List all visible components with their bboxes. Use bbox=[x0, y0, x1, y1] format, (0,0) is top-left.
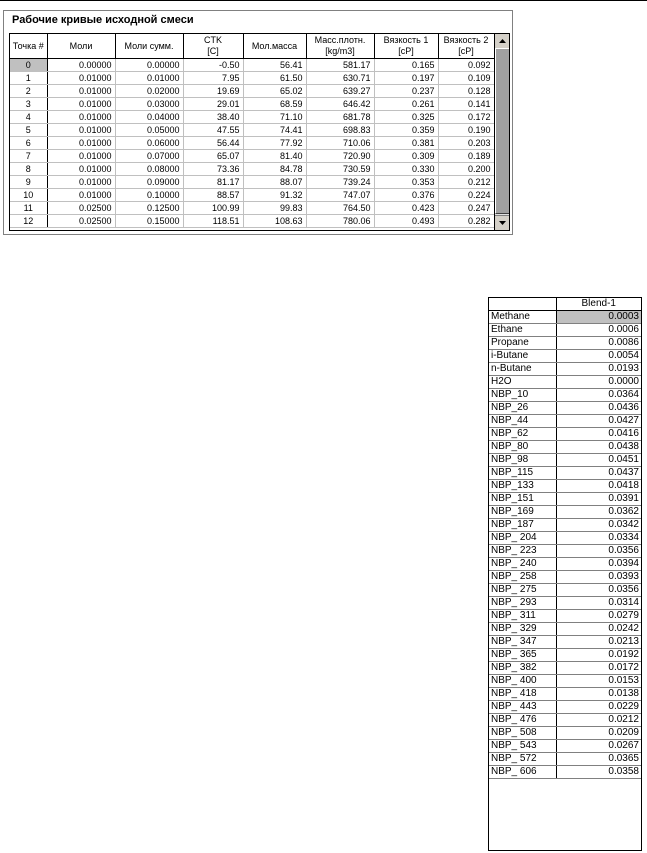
table-cell[interactable]: 646.42 bbox=[306, 98, 374, 111]
table-cell[interactable]: 0.493 bbox=[374, 215, 438, 228]
component-name: Ethane bbox=[489, 324, 556, 337]
table-cell[interactable]: 56.44 bbox=[183, 137, 243, 150]
table-cell[interactable]: 0.00000 bbox=[47, 59, 115, 72]
component-name: NBP_62 bbox=[489, 428, 556, 441]
table-cell[interactable]: 0.08000 bbox=[115, 163, 183, 176]
component-name: NBP_ 476 bbox=[489, 714, 556, 727]
table-cell[interactable]: 0.212 bbox=[438, 176, 494, 189]
component-fraction[interactable]: 0.0314 bbox=[556, 597, 641, 610]
scroll-down-arrow-icon[interactable] bbox=[495, 215, 509, 230]
table-cell[interactable]: 56.41 bbox=[243, 59, 306, 72]
list-item[interactable] bbox=[489, 610, 641, 623]
component-fraction[interactable]: 0.0364 bbox=[556, 389, 641, 402]
component-name: Propane bbox=[489, 337, 556, 350]
table-cell[interactable]: 0.203 bbox=[438, 137, 494, 150]
list-item[interactable] bbox=[489, 753, 641, 766]
column-header-label: Точка # bbox=[12, 40, 44, 51]
table-cell[interactable]: 581.17 bbox=[306, 59, 374, 72]
row-index-cell[interactable]: 10 bbox=[10, 189, 47, 202]
table-cell[interactable]: 0.05000 bbox=[115, 124, 183, 137]
list-item[interactable] bbox=[489, 454, 641, 467]
component-fraction[interactable]: 0.0418 bbox=[556, 480, 641, 493]
working-curves-table bbox=[10, 34, 495, 228]
list-item[interactable] bbox=[489, 636, 641, 649]
list-item[interactable] bbox=[489, 571, 641, 584]
table-row[interactable] bbox=[10, 215, 494, 228]
table-cell[interactable]: 47.55 bbox=[183, 124, 243, 137]
table-cell[interactable]: 0.15000 bbox=[115, 215, 183, 228]
table-row[interactable] bbox=[10, 72, 494, 85]
component-name: H2O bbox=[489, 376, 556, 389]
row-index-cell[interactable]: 3 bbox=[10, 98, 47, 111]
component-name: NBP_ 240 bbox=[489, 558, 556, 571]
column-header-unit: [cP] bbox=[398, 46, 414, 56]
column-header-label: CTK bbox=[204, 35, 222, 45]
component-fraction[interactable]: 0.0209 bbox=[556, 727, 641, 740]
table-cell[interactable]: 0.309 bbox=[374, 150, 438, 163]
component-fraction[interactable]: 0.0394 bbox=[556, 558, 641, 571]
vertical-scrollbar[interactable] bbox=[494, 34, 509, 230]
table-cell[interactable]: 0.330 bbox=[374, 163, 438, 176]
table-cell[interactable]: 0.02500 bbox=[47, 215, 115, 228]
table-row[interactable] bbox=[10, 176, 494, 189]
component-fraction[interactable]: 0.0391 bbox=[556, 493, 641, 506]
table-cell[interactable]: 0.04000 bbox=[115, 111, 183, 124]
table-cell[interactable]: 0.190 bbox=[438, 124, 494, 137]
component-fraction[interactable]: 0.0000 bbox=[556, 376, 641, 389]
scroll-up-arrow-icon[interactable] bbox=[495, 34, 509, 49]
component-fraction[interactable]: 0.0356 bbox=[556, 545, 641, 558]
component-fraction[interactable]: 0.0451 bbox=[556, 454, 641, 467]
list-item[interactable] bbox=[489, 584, 641, 597]
table-cell[interactable]: 0.06000 bbox=[115, 137, 183, 150]
component-name: NBP_ 329 bbox=[489, 623, 556, 636]
component-fraction[interactable]: 0.0172 bbox=[556, 662, 641, 675]
list-item[interactable] bbox=[489, 740, 641, 753]
component-name: NBP_133 bbox=[489, 480, 556, 493]
component-name: NBP_ 223 bbox=[489, 545, 556, 558]
component-fraction[interactable]: 0.0242 bbox=[556, 623, 641, 636]
table-cell[interactable]: 764.50 bbox=[306, 202, 374, 215]
table-cell[interactable]: 84.78 bbox=[243, 163, 306, 176]
row-index-cell[interactable]: 6 bbox=[10, 137, 47, 150]
table-cell[interactable]: 0.189 bbox=[438, 150, 494, 163]
groupbox-title: Рабочие кривые исходной смеси bbox=[12, 14, 194, 26]
table-cell[interactable]: 73.36 bbox=[183, 163, 243, 176]
list-item[interactable] bbox=[489, 649, 641, 662]
working-curves-grid[interactable] bbox=[9, 33, 510, 231]
column-header[interactable] bbox=[243, 34, 306, 59]
component-fraction[interactable]: 0.0003 bbox=[556, 311, 641, 324]
component-name: NBP_26 bbox=[489, 402, 556, 415]
component-name: NBP_ 443 bbox=[489, 701, 556, 714]
list-item[interactable] bbox=[489, 675, 641, 688]
component-name: NBP_ 382 bbox=[489, 662, 556, 675]
table-row[interactable] bbox=[10, 202, 494, 215]
component-fraction[interactable]: 0.0279 bbox=[556, 610, 641, 623]
table-cell[interactable]: 0.325 bbox=[374, 111, 438, 124]
row-index-cell[interactable]: 5 bbox=[10, 124, 47, 137]
row-index-cell[interactable]: 11 bbox=[10, 202, 47, 215]
table-cell[interactable]: 88.57 bbox=[183, 189, 243, 202]
table-cell[interactable]: 0.237 bbox=[374, 85, 438, 98]
component-name: NBP_ 204 bbox=[489, 532, 556, 545]
table-cell[interactable]: 630.71 bbox=[306, 72, 374, 85]
column-header-label: Моли сумм. bbox=[124, 40, 174, 51]
table-cell[interactable]: 0.247 bbox=[438, 202, 494, 215]
table-cell[interactable]: 747.07 bbox=[306, 189, 374, 202]
table-cell[interactable]: 0.01000 bbox=[47, 98, 115, 111]
table-cell[interactable]: 0.03000 bbox=[115, 98, 183, 111]
table-cell[interactable]: 0.01000 bbox=[47, 150, 115, 163]
component-name: NBP_ 311 bbox=[489, 610, 556, 623]
table-cell[interactable]: 0.01000 bbox=[47, 111, 115, 124]
table-cell[interactable]: 0.02500 bbox=[47, 202, 115, 215]
column-header[interactable] bbox=[374, 34, 438, 59]
list-item[interactable] bbox=[489, 480, 641, 493]
table-cell[interactable]: 0.381 bbox=[374, 137, 438, 150]
table-cell[interactable]: 0.01000 bbox=[47, 124, 115, 137]
component-name: NBP_44 bbox=[489, 415, 556, 428]
list-item[interactable] bbox=[489, 389, 641, 402]
table-row[interactable] bbox=[10, 98, 494, 111]
list-item[interactable] bbox=[489, 714, 641, 727]
table-cell[interactable]: 0.197 bbox=[374, 72, 438, 85]
table-cell[interactable]: 81.40 bbox=[243, 150, 306, 163]
column-header-label: Мол.масса bbox=[251, 40, 298, 51]
component-name: NBP_ 572 bbox=[489, 753, 556, 766]
table-row[interactable] bbox=[10, 124, 494, 137]
list-item[interactable] bbox=[489, 519, 641, 532]
table-cell[interactable]: 19.69 bbox=[183, 85, 243, 98]
table-cell[interactable]: 29.01 bbox=[183, 98, 243, 111]
component-fraction[interactable]: 0.0416 bbox=[556, 428, 641, 441]
table-cell[interactable]: 61.50 bbox=[243, 72, 306, 85]
component-fraction[interactable]: 0.0427 bbox=[556, 415, 641, 428]
list-item[interactable] bbox=[489, 532, 641, 545]
component-name: NBP_98 bbox=[489, 454, 556, 467]
component-name: NBP_151 bbox=[489, 493, 556, 506]
component-fraction[interactable]: 0.0138 bbox=[556, 688, 641, 701]
component-name: NBP_ 347 bbox=[489, 636, 556, 649]
component-fraction[interactable]: 0.0393 bbox=[556, 571, 641, 584]
table-row[interactable] bbox=[10, 85, 494, 98]
table-row[interactable] bbox=[10, 163, 494, 176]
table-cell[interactable]: 0.423 bbox=[374, 202, 438, 215]
table-row[interactable] bbox=[10, 111, 494, 124]
component-fraction[interactable]: 0.0213 bbox=[556, 636, 641, 649]
component-fraction[interactable]: 0.0334 bbox=[556, 532, 641, 545]
column-header-label: Вязкость 2 bbox=[443, 35, 489, 45]
component-fraction[interactable]: 0.0342 bbox=[556, 519, 641, 532]
component-name: i-Butane bbox=[489, 350, 556, 363]
list-item[interactable] bbox=[489, 701, 641, 714]
component-fraction[interactable]: 0.0438 bbox=[556, 441, 641, 454]
list-item[interactable] bbox=[489, 376, 641, 389]
table-cell[interactable]: 0.00000 bbox=[115, 59, 183, 72]
component-fraction[interactable]: 0.0212 bbox=[556, 714, 641, 727]
table-cell[interactable]: 0.02000 bbox=[115, 85, 183, 98]
table-cell[interactable]: 99.83 bbox=[243, 202, 306, 215]
table-cell[interactable]: 0.359 bbox=[374, 124, 438, 137]
scrollbar-thumb[interactable] bbox=[495, 48, 509, 214]
list-item[interactable] bbox=[489, 545, 641, 558]
list-item[interactable] bbox=[489, 337, 641, 350]
table-cell[interactable]: 38.40 bbox=[183, 111, 243, 124]
table-cell[interactable]: 81.17 bbox=[183, 176, 243, 189]
component-name: NBP_80 bbox=[489, 441, 556, 454]
table-cell[interactable]: 0.092 bbox=[438, 59, 494, 72]
component-fraction[interactable]: 0.0365 bbox=[556, 753, 641, 766]
component-fraction[interactable]: 0.0358 bbox=[556, 766, 641, 779]
row-index-cell[interactable]: 4 bbox=[10, 111, 47, 124]
table-cell[interactable]: 88.07 bbox=[243, 176, 306, 189]
list-item[interactable] bbox=[489, 441, 641, 454]
table-cell[interactable]: 0.141 bbox=[438, 98, 494, 111]
component-fraction[interactable]: 0.0356 bbox=[556, 584, 641, 597]
component-fraction[interactable]: 0.0362 bbox=[556, 506, 641, 519]
table-cell[interactable]: 0.01000 bbox=[47, 137, 115, 150]
table-cell[interactable]: 730.59 bbox=[306, 163, 374, 176]
table-cell[interactable]: 0.07000 bbox=[115, 150, 183, 163]
component-name: n-Butane bbox=[489, 363, 556, 376]
table-cell[interactable]: 91.32 bbox=[243, 189, 306, 202]
component-name: NBP_ 418 bbox=[489, 688, 556, 701]
component-fraction[interactable]: 0.0267 bbox=[556, 740, 641, 753]
composition-table bbox=[489, 298, 641, 779]
table-cell[interactable]: 739.24 bbox=[306, 176, 374, 189]
component-fraction[interactable]: 0.0086 bbox=[556, 337, 641, 350]
row-index-cell[interactable]: 1 bbox=[10, 72, 47, 85]
table-cell[interactable]: 0.172 bbox=[438, 111, 494, 124]
column-header-unit: [cP] bbox=[458, 46, 474, 56]
table-cell[interactable]: 7.95 bbox=[183, 72, 243, 85]
composition-grid[interactable] bbox=[488, 297, 642, 851]
row-index-cell[interactable]: 12 bbox=[10, 215, 47, 228]
table-row[interactable] bbox=[10, 189, 494, 202]
comp-header-blank bbox=[489, 298, 556, 311]
component-fraction[interactable]: 0.0193 bbox=[556, 363, 641, 376]
row-index-cell[interactable]: 0 bbox=[10, 59, 47, 72]
component-name: NBP_ 258 bbox=[489, 571, 556, 584]
list-item[interactable] bbox=[489, 363, 641, 376]
component-fraction[interactable]: 0.0437 bbox=[556, 467, 641, 480]
table-cell[interactable]: 0.01000 bbox=[47, 72, 115, 85]
column-header-label: Масс.плотн. bbox=[314, 35, 366, 45]
list-item[interactable] bbox=[489, 402, 641, 415]
list-item[interactable] bbox=[489, 623, 641, 636]
component-name: NBP_ 508 bbox=[489, 727, 556, 740]
component-fraction[interactable]: 0.0006 bbox=[556, 324, 641, 337]
table-cell[interactable]: 74.41 bbox=[243, 124, 306, 137]
component-name: Methane bbox=[489, 311, 556, 324]
table-cell[interactable]: 71.10 bbox=[243, 111, 306, 124]
component-name: NBP_10 bbox=[489, 389, 556, 402]
list-item[interactable] bbox=[489, 311, 641, 324]
component-name: NBP_ 275 bbox=[489, 584, 556, 597]
component-fraction[interactable]: 0.0153 bbox=[556, 675, 641, 688]
table-cell[interactable]: 0.165 bbox=[374, 59, 438, 72]
component-fraction[interactable]: 0.0192 bbox=[556, 649, 641, 662]
table-cell[interactable]: 0.12500 bbox=[115, 202, 183, 215]
list-item[interactable] bbox=[489, 324, 641, 337]
table-cell[interactable]: 0.01000 bbox=[47, 176, 115, 189]
table-cell[interactable]: 0.261 bbox=[374, 98, 438, 111]
component-name: NBP_ 606 bbox=[489, 766, 556, 779]
column-header[interactable] bbox=[115, 34, 183, 59]
table-cell[interactable]: 639.27 bbox=[306, 85, 374, 98]
table-cell[interactable]: 0.224 bbox=[438, 189, 494, 202]
table-cell[interactable]: 68.59 bbox=[243, 98, 306, 111]
comp-header-blend: Blend-1 bbox=[556, 298, 641, 311]
component-name: NBP_ 293 bbox=[489, 597, 556, 610]
table-cell[interactable]: 0.200 bbox=[438, 163, 494, 176]
row-index-cell[interactable]: 2 bbox=[10, 85, 47, 98]
list-item[interactable] bbox=[489, 662, 641, 675]
component-name: NBP_ 400 bbox=[489, 675, 556, 688]
list-item[interactable] bbox=[489, 727, 641, 740]
table-cell[interactable]: 0.01000 bbox=[115, 72, 183, 85]
table-cell[interactable]: 0.09000 bbox=[115, 176, 183, 189]
table-cell[interactable]: 698.83 bbox=[306, 124, 374, 137]
column-header-unit: [kg/m3] bbox=[325, 46, 355, 56]
column-header-label: Моли bbox=[69, 40, 93, 51]
table-row[interactable] bbox=[10, 150, 494, 163]
table-cell[interactable]: 118.51 bbox=[183, 215, 243, 228]
column-header[interactable] bbox=[306, 34, 374, 59]
list-item[interactable] bbox=[489, 428, 641, 441]
table-cell[interactable]: 0.109 bbox=[438, 72, 494, 85]
column-header-unit: [C] bbox=[207, 46, 219, 56]
table-cell[interactable]: 0.01000 bbox=[47, 163, 115, 176]
component-name: NBP_ 543 bbox=[489, 740, 556, 753]
component-fraction[interactable]: 0.0436 bbox=[556, 402, 641, 415]
table-cell[interactable]: 0.128 bbox=[438, 85, 494, 98]
column-header[interactable] bbox=[183, 34, 243, 59]
table-cell[interactable]: 0.10000 bbox=[115, 189, 183, 202]
list-item[interactable] bbox=[489, 415, 641, 428]
list-item[interactable] bbox=[489, 558, 641, 571]
table-cell[interactable]: -0.50 bbox=[183, 59, 243, 72]
table-cell[interactable]: 681.78 bbox=[306, 111, 374, 124]
list-item[interactable] bbox=[489, 766, 641, 779]
column-header[interactable] bbox=[10, 34, 47, 59]
list-item[interactable] bbox=[489, 350, 641, 363]
column-header[interactable] bbox=[438, 34, 494, 59]
component-name: NBP_187 bbox=[489, 519, 556, 532]
list-item[interactable] bbox=[489, 597, 641, 610]
table-cell[interactable]: 0.01000 bbox=[47, 85, 115, 98]
table-cell[interactable]: 100.99 bbox=[183, 202, 243, 215]
table-cell[interactable]: 710.06 bbox=[306, 137, 374, 150]
table-cell[interactable]: 108.63 bbox=[243, 215, 306, 228]
column-header-label: Вязкость 1 bbox=[383, 35, 429, 45]
component-name: NBP_169 bbox=[489, 506, 556, 519]
row-index-cell[interactable]: 9 bbox=[10, 176, 47, 189]
list-item[interactable] bbox=[489, 506, 641, 519]
table-cell[interactable]: 65.02 bbox=[243, 85, 306, 98]
table-cell[interactable]: 720.90 bbox=[306, 150, 374, 163]
table-row[interactable] bbox=[10, 137, 494, 150]
table-cell[interactable]: 0.353 bbox=[374, 176, 438, 189]
table-cell[interactable]: 0.01000 bbox=[47, 189, 115, 202]
row-index-cell[interactable]: 7 bbox=[10, 150, 47, 163]
table-cell[interactable]: 77.92 bbox=[243, 137, 306, 150]
list-item[interactable] bbox=[489, 467, 641, 480]
list-item[interactable] bbox=[489, 493, 641, 506]
row-index-cell[interactable]: 8 bbox=[10, 163, 47, 176]
table-cell[interactable]: 0.376 bbox=[374, 189, 438, 202]
table-cell[interactable]: 0.282 bbox=[438, 215, 494, 228]
table-row[interactable] bbox=[10, 59, 494, 72]
component-fraction[interactable]: 0.0229 bbox=[556, 701, 641, 714]
component-fraction[interactable]: 0.0054 bbox=[556, 350, 641, 363]
table-cell[interactable]: 65.07 bbox=[183, 150, 243, 163]
component-name: NBP_ 365 bbox=[489, 649, 556, 662]
top-divider bbox=[0, 0, 647, 1]
list-item[interactable] bbox=[489, 688, 641, 701]
component-name: NBP_115 bbox=[489, 467, 556, 480]
column-header[interactable] bbox=[47, 34, 115, 59]
table-cell[interactable]: 780.06 bbox=[306, 215, 374, 228]
